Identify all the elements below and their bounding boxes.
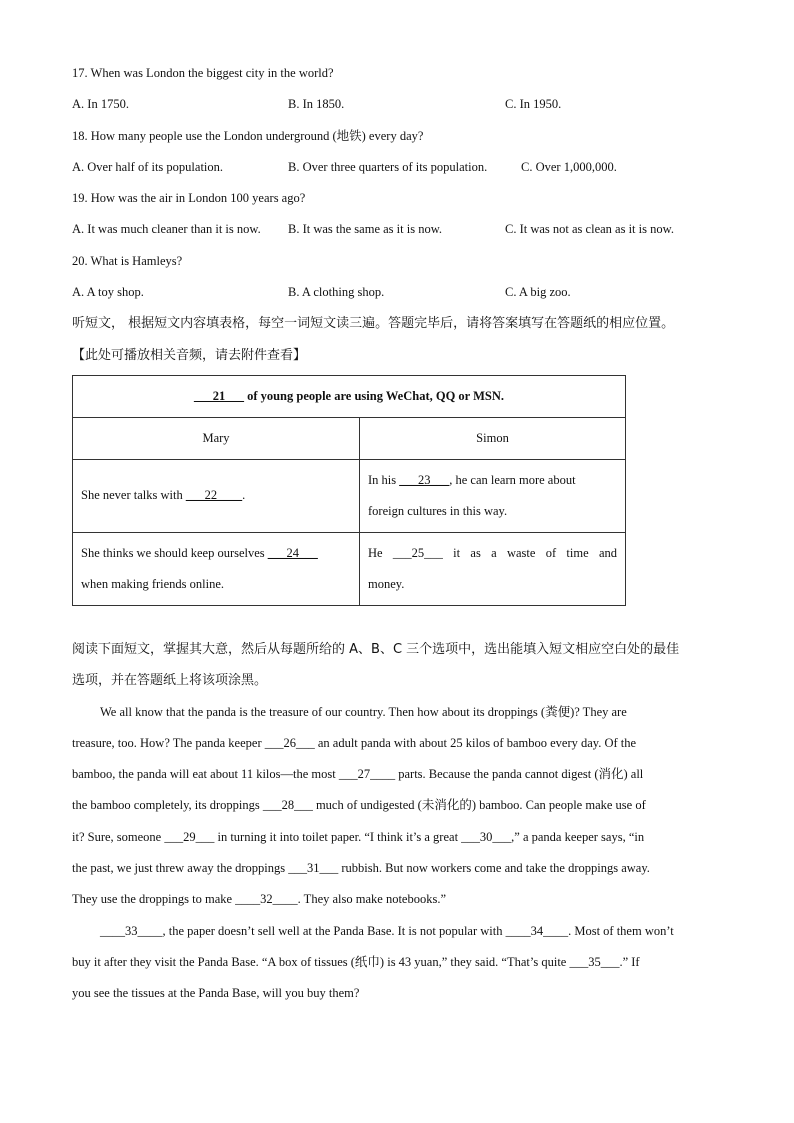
option-b: B. A clothing shop. [288, 285, 385, 300]
question-text: 17. When was London the biggest city in the world? [72, 66, 334, 80]
cell-text: foreign cultures in this way. [368, 503, 508, 518]
cell-text: , he can learn more about [449, 472, 576, 487]
question-text: 20. What is Hamleys? [72, 253, 183, 268]
passage-line: ____33____, the paper doesn’t sell well at the Panda Base. It is not popular with ____34____. Most of them won’t [100, 923, 674, 938]
cell-text: She thinks we should keep ourselves [81, 545, 268, 560]
audio-note: 【此处可播放相关音频，请去附件查看】 [72, 347, 307, 363]
option-c: C. A big zoo. [505, 285, 571, 300]
cell-text: She never talks with [81, 488, 186, 503]
blank-21[interactable]: ___21___ [193, 388, 244, 403]
option-b: B. Over three quarters of its population. [288, 159, 488, 174]
question-19-options [72, 214, 726, 245]
option-a: A. It was much cleaner than it is now. [72, 222, 261, 237]
header-text: of young people are using WeChat, QQ or MSN. [243, 388, 505, 403]
passage-line: buy it after they visit the Panda Base. “A box of tissues (纸巾) is 43 yuan,” they said. “That’s quite ___35___.” If [72, 954, 640, 969]
passage-line: treasure, too. How? The panda keeper ___26___ an adult panda with about 25 kilos of bamboo every day. Of the [72, 735, 637, 750]
cell-text: when making friends online. [81, 576, 225, 591]
option-a: A. In 1750. [72, 97, 129, 112]
option-a: A. A toy shop. [72, 285, 144, 300]
cell-text: He ___25___ it as a waste of time and [368, 545, 617, 560]
option-b: B. In 1850. [288, 97, 345, 112]
passage-line: We all know that the panda is the treasure of our country. Then how about its droppings (粪便)? They are [100, 704, 627, 719]
option-c: C. It was not as clean as it is now. [505, 222, 674, 237]
blank-23[interactable]: ___23___ [399, 472, 450, 487]
passage-line: bamboo, the panda will eat about 11 kilos—the most ___27____ parts. Because the panda cannot digest (消化) all [72, 767, 644, 782]
option-a: A. Over half of its population. [72, 159, 224, 174]
question-17-options [72, 89, 726, 120]
question-18-options [72, 152, 726, 183]
question-18 [72, 121, 726, 152]
table-cell [360, 459, 626, 532]
table-header [73, 375, 626, 417]
option-c: C. In 1950. [505, 97, 562, 112]
question-20-options [72, 277, 726, 308]
passage [72, 697, 726, 1010]
table-cell [73, 532, 360, 605]
passage-line: the past, we just threw away the droppings ___31___ rubbish. But now workers come and take the droppings away. [72, 861, 650, 876]
question-text: 18. How many people use the London underground (地铁) every day? [72, 128, 424, 143]
reading-instruction-line-2: 选项，并在答题纸上将该项涂黑。 [72, 673, 268, 689]
question-17 [72, 58, 726, 89]
column-header-simon: Simon [360, 417, 626, 459]
question-19 [72, 183, 726, 214]
passage-line: it? Sure, someone ___29___ in turning it into toilet paper. “I think it’s a great ___30___,” a panda keeper says, “in [72, 829, 645, 844]
table-cell [73, 459, 360, 532]
blank-22[interactable]: ___22____ [185, 488, 243, 503]
question-20 [72, 246, 726, 277]
passage-line: They use the droppings to make ____32____. They also make notebooks.” [72, 892, 447, 907]
reading-instruction-line-1: 阅读下面短文，掌握其大意，然后从每题所给的 A、B、C 三个选项中，选出能填入短文相应空白处的最佳 [72, 641, 680, 657]
blank-24[interactable]: ___24___ [267, 545, 318, 560]
cell-text: money. [368, 576, 405, 591]
exam-page [72, 58, 726, 1010]
cell-text: In his [368, 472, 400, 487]
question-text: 19. How was the air in London 100 years ago? [72, 191, 306, 206]
option-b: B. It was the same as it is now. [288, 222, 443, 237]
passage-line: the bamboo completely, its droppings ___28___ much of undigested (未消化的) bamboo. Can people make use of [72, 798, 646, 813]
section-instruction: 听短文， 根据短文内容填表格，每空一词短文读三遍。答题完毕后，请将答案填写在答题纸的相应位置。 [72, 316, 675, 332]
fill-table [72, 375, 626, 606]
passage-line: you see the tissues at the Panda Base, will you buy them? [72, 986, 360, 1001]
cell-text: . [242, 488, 246, 503]
table-cell [360, 532, 626, 605]
column-header-mary: Mary [73, 417, 360, 459]
option-c: C. Over 1,000,000. [521, 159, 617, 174]
